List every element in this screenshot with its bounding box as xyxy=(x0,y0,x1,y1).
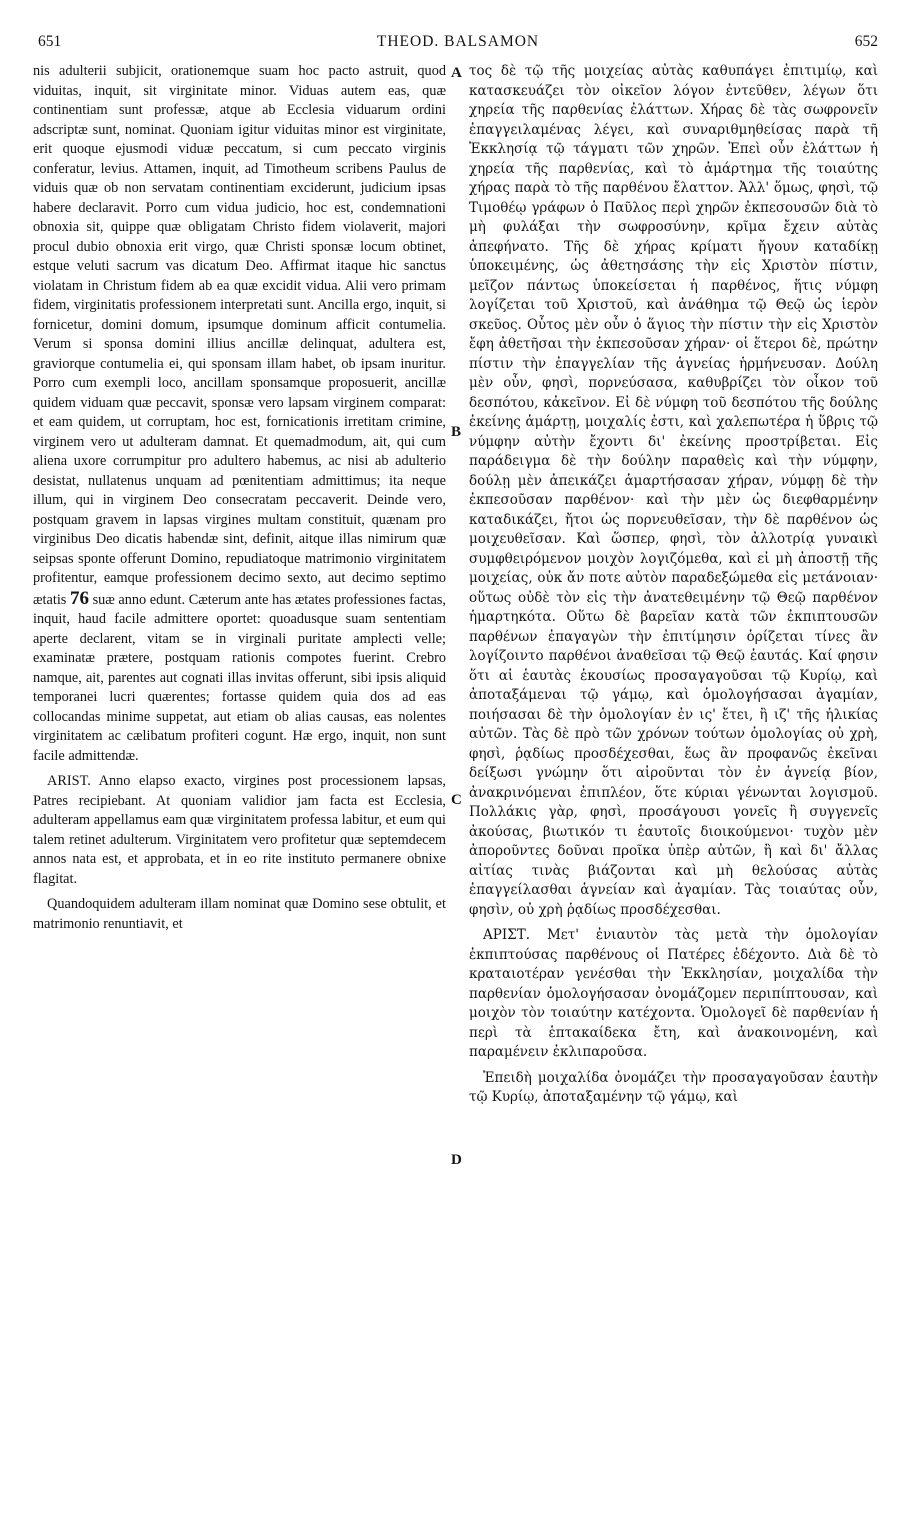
greek-arist-label: ΑΡΙΣΤ. xyxy=(483,927,531,943)
latin-text-1: nis adulterii subjicit, orationemque suam hoc pacto astruit, quod viduitas, inquit, sit virginitate minor. Viduas autem eas, quæ continentiam sunt professæ, atque ab Ecclesia viduarum ordini adscriptæ sunt, nominat. Quoniam igitur viduitas minor est virginitate, erit quoque ejusmodi viduæ peccatum, si cum peccato virginis conferatur, levius. Attamen, inquit, ad Timotheum scribens Paulus de viduis quæ ob non servatam continentiam exciderunt, judicium ipsas habere declaravit. Porro cum vidua judicio, hoc est, condemnationi obnoxia sit, quippe quæ obligatam Christo fidem violaverit, majori procul dubio obnoxia erit virgo, quæ Christi sponsæ locum obtinet, estque veluti sacrum vas dicatum Deo. Affirmat itaque hic sanctus violatam in Christum fidem ab ea quæ excidit vidua. Alii vero primam fidem, virginitatis professionem interpretati sunt. Ancilla ergo, inquit, si fornicetur, domini domum, ipsumque dominum afficit contumelia. Verum si sponsa domini illius ancillæ delinquat, adultera est, graviorque contumelia ei, qui sponsam illam habet, ob ipsam inuritur. Porro cum exempli loco, ancillam sponsamque proposuerit, ancillæ quidem viduam quæ peccavit, sponsæ vero lapsam virginem comparat: et eam quidem, ut corruptam, hoc est, fornicationis irretitam crimine, virginem vero ut adulteram damnat. Et quemadmodum, ait, qui cum aliena uxore corrumpitur pro adultero habemus, ac nisi ab adulterio desistat, nullatenus unquam ad pœnitentiam admittimus; ita neque illum, qui in virginem Deo consecratam peccaverit. Deinde vero, postquam gravem in lapsas virgines multam constituit, quænam pro virginibus Deo dicatis habendæ sint, definit, aitque illas nimirum quæ seipsas sponte offerunt Domino, repudiatoque matrimonio virginitatem profitentur, eamque professionem decimo sexto, aut decimo septimo ætatis xyxy=(33,63,446,608)
greek-column xyxy=(469,62,878,1536)
page-number-right: 652 xyxy=(854,33,878,50)
latin-paragraph-2 xyxy=(33,772,446,889)
running-header xyxy=(38,33,878,57)
latin-text-3: Quandoquidem adulteram illam nominat quæ Domino sese obtulit, et matrimonio renuntiavit, et xyxy=(33,896,446,932)
margin-letter-b: B xyxy=(451,424,462,440)
running-title: THEOD. BALSAMON xyxy=(376,33,540,50)
greek-paragraph-3 xyxy=(469,1069,878,1108)
margin-letter-c: C xyxy=(451,792,462,808)
marginal-number: 76 xyxy=(69,587,89,609)
latin-paragraph-1 xyxy=(33,62,446,766)
page-number-left: 651 xyxy=(38,33,62,50)
latin-paragraph-3 xyxy=(33,895,446,934)
latin-text-1-end: suæ anno edunt. Cæterum ante has ætates professiones factas, inquit, haud facile admittere oportet: quoadusque suam sententiam aperte declarent, vitam se in virginali puritate amplecti velle; examinatæ prætere, postquam rationis compotes fuerint. Crebro namque, ait, parentes aut cognati illas invitas offerunt, sibi ipsis aliquid temporanei lucri quærentes; fortasse quidem quia dos ad eas collocandas minime suppetat, aut etiam ob alias causas, eas nolentes virginitatem ac cælibatum profiteri cogunt. Hæ ergo, inquit, non sunt facile admittendæ. xyxy=(33,591,446,764)
latin-text-2: Anno elapso exacto, virgines post processionem lapsas, Patres recipiebant. At quoniam validior jam facta est Ecclesia, adulteram appellamus eam quæ virginitatem professa labitur, et eum qui talem retinet adulterum. Virginitatem vero profitetur quæ septemdecem annos nata est, et approbata, et in eo rite instituto permanere obnixe flagitat. xyxy=(33,773,446,887)
latin-arist-label: ARIST. xyxy=(47,773,91,789)
latin-column xyxy=(33,62,446,1536)
greek-paragraph-1 xyxy=(469,62,878,920)
margin-letter-a: A xyxy=(451,65,462,81)
greek-text-3: Ἐπειδὴ μοιχαλίδα ὀνομάζει τὴν προσαγαγοῦσαν ἑαυτὴν τῷ Κυρίῳ, ἀποταξαμένην τῷ γάμῳ, καὶ xyxy=(469,1069,878,1105)
greek-text-1: τος δὲ τῷ τῆς μοιχείας αὐτὰς καθυπάγει ἐπιτιμίῳ, καὶ κατασκευάζει τὸν οἰκεῖον λόγον ἐντεῦθεν, λέγων ὅτι χηρεία τῆς παρθενίας ἐλάττων. Χήρας δὲ τὰς σωφρονεῖν ἐπαγγειλαμένας λέγει, καὶ συναριθμηθείσας παρὰ τῆ Ἐκκλησίᾳ τῷ τάγματι τῶν χηρῶν. Ἐπεὶ οὖν ἐλάττων ἡ χηρεία τῆς παρθενίας, καὶ τὸ ἁμάρτημα τῆς τοιαύτης χήρας παρὰ τὸ τῆς παρθένου ἔλαττον. Ἀλλ' ὅμως, φησὶ, τῷ Τιμοθέῳ γράφων ὁ Παῦλος περὶ χηρῶν ἐκπεσουσῶν διὰ τὸ μὴ φυλάξαι τὴν σωφροσύνην, κρῖμα ἔχειν αὐτὰς ἀπεφήνατο. Τῆς δὲ χήρας κρίματι ἤγουν καταδίκῃ ὑποκειμένης, ὡς ἀθετησάσης τὴν εἰς Χριστὸν πίστιν, μεῖζον πάντως ὑποκείσεται ἡ παρθένος, ἥτις νύμφη λογίζεται τοῦ Χριστοῦ, καὶ ἀνάθημα τῷ Θεῷ ὡς ἱερὸν σκεῦος. Οὗτος μὲν οὖν ὁ ἅγιος τὴν πίστιν τὴν εἰς Χριστὸν ἔφη ἀθετῆσαι τὴν ἐκπεσοῦσαν χήραν· οἱ ἕτεροι δὲ, πρώτην πίστιν τὴν ἐπαγγελίαν τῆς ἁγνείας ἡρμήνευσαν. Δούλη μὲν οὖν, φησὶ, πορνεύσασα, καθυβρίζει τὸν οἶκον τοῦ δεσπότου, κἀκεῖνον. Εἰ δὲ νύμφη τοῦ δεσπότου τῆς δούλης ἐκείνης ἁμάρτῃ, μοιχαλίς ἐστι, καὶ χαλεπωτέρα ἡ ὕβρις τῷ νύμφην αὐτὴν ἔχοντι δι' ἐκείνης προστρίβεται. Εἰς παράδειγμα δὲ τὴν δούλην παραθεὶς καὶ τὴν νύμφην, δούλῃ μὲν ἀπεικάζει ἁμαρτήσασαν χήραν, νύμφῃ δὲ τὴν ἐκπεσοῦσαν παρθένον· καὶ τὴν μὲν ὡς διεφθαρμένην καταδικάζει, ἤτοι ὡς πορνευθεῖσαν, τὴν δὲ παρθένον ὡς μοιχευθεῖσαν. Καὶ ὥσπερ, φησὶ, τὸν ἀλλοτρίᾳ γυναικὶ συμφθειρόμενον μοιχὸν λογιζόμεθα, καὶ εἰ μὴ ἀποστῇ τῆς μοιχείας, οὐκ ἄν ποτε αὐτὸν παραδεξώμεθα εἰς μετάνοιαν· οὕτως οὐδὲ τὸν εἰς τὴν ἀνατεθειμένην τῷ Θεῷ παρθένον ἡμαρτηκότα. Οὕτω δὲ βαρεῖαν κατὰ τῶν ἐκπιπτουσῶν παρθένων ἐπαγαγὼν τὴν ἐπιτίμησιν ὁρίζεται τίνες ἂν λογίζοιντο παρθένοι ἀναθεῖσαι τῷ Θεῷ ἑαυτάς. Καί φησιν ὅτι αἱ ἑαυτὰς ἑκουσίως προσαγαγοῦσαι τῷ Κυρίῳ, καὶ ἀποταξάμεναι τῷ γάμῳ, καὶ ὁμολογήσασαι ἀγαμίαν, ποιήσασαι δὲ τὴν ὁμολογίαν ἐν ις' ἔτει, ἢ ιζ' τῆς ἡλικίας αὐτῶν. Τὰς δὲ πρὸ τῶν χρόνων τούτων ὁμολογίας οὐ χρὴ, φησὶ, ῥᾳδίως προσδέχεσθαι, ἕως ἂν προφανῶς ἐκεῖναι δείξωσι γνώμην ὅτι αἱροῦνται τὸν ἐν ἁγνείᾳ βίον, ἀνακρινόμεναι ἐπιπλέον, ὅτε κύριαι γένωνται λογισμοῦ. Πολλάκις γὰρ, φησὶ, προσάγουσι γονεῖς ἢ συγγενεῖς ἀκούσας, βιωτικόν τι ἑαυτοῖς διοικούμενοι· τυχὸν μὲν ἀποροῦντες δοῦναι προῖκα ὑπὲρ αὐτῶν, ἢ καὶ δι' ἄλλας αἰτίας τινὰς βιάζονται καὶ μὴ θελούσας αὐτὰς ἐπαγγείλασθαι ἁγνείαν καὶ ἀγαμίαν. Τὰς τοιαύτας οὖν, φησὶν, οὐ χρὴ ῥᾳδίως προσδέχεσθαι. xyxy=(469,63,878,918)
greek-paragraph-2 xyxy=(469,926,878,1063)
margin-letter-d: D xyxy=(451,1152,462,1168)
greek-text-2: Μετ' ἐνιαυτὸν τὰς μετὰ τὴν ὁμολογίαν ἐκπιπτούσας παρθένους οἱ Πατέρες ἐδέχοντο. Διὰ δὲ τὸ κραταιοτέραν γενέσθαι τὴν Ἐκκλησίαν, μοιχαλίδα τὴν παρθενίαν ὁμολογήσασαν ὀνομάζομεν περιπίπτουσαν, καὶ μοιχὸν τὸν τοιαύτην κατέχοντα. Ὁμολογεῖ δὲ παρθενίαν ἡ περὶ τὰ ἑπτακαίδεκα ἔτη, καὶ ἀνακοινομένη, καὶ παραμένειν ἐκλιπαροῦσα. xyxy=(469,927,878,1060)
